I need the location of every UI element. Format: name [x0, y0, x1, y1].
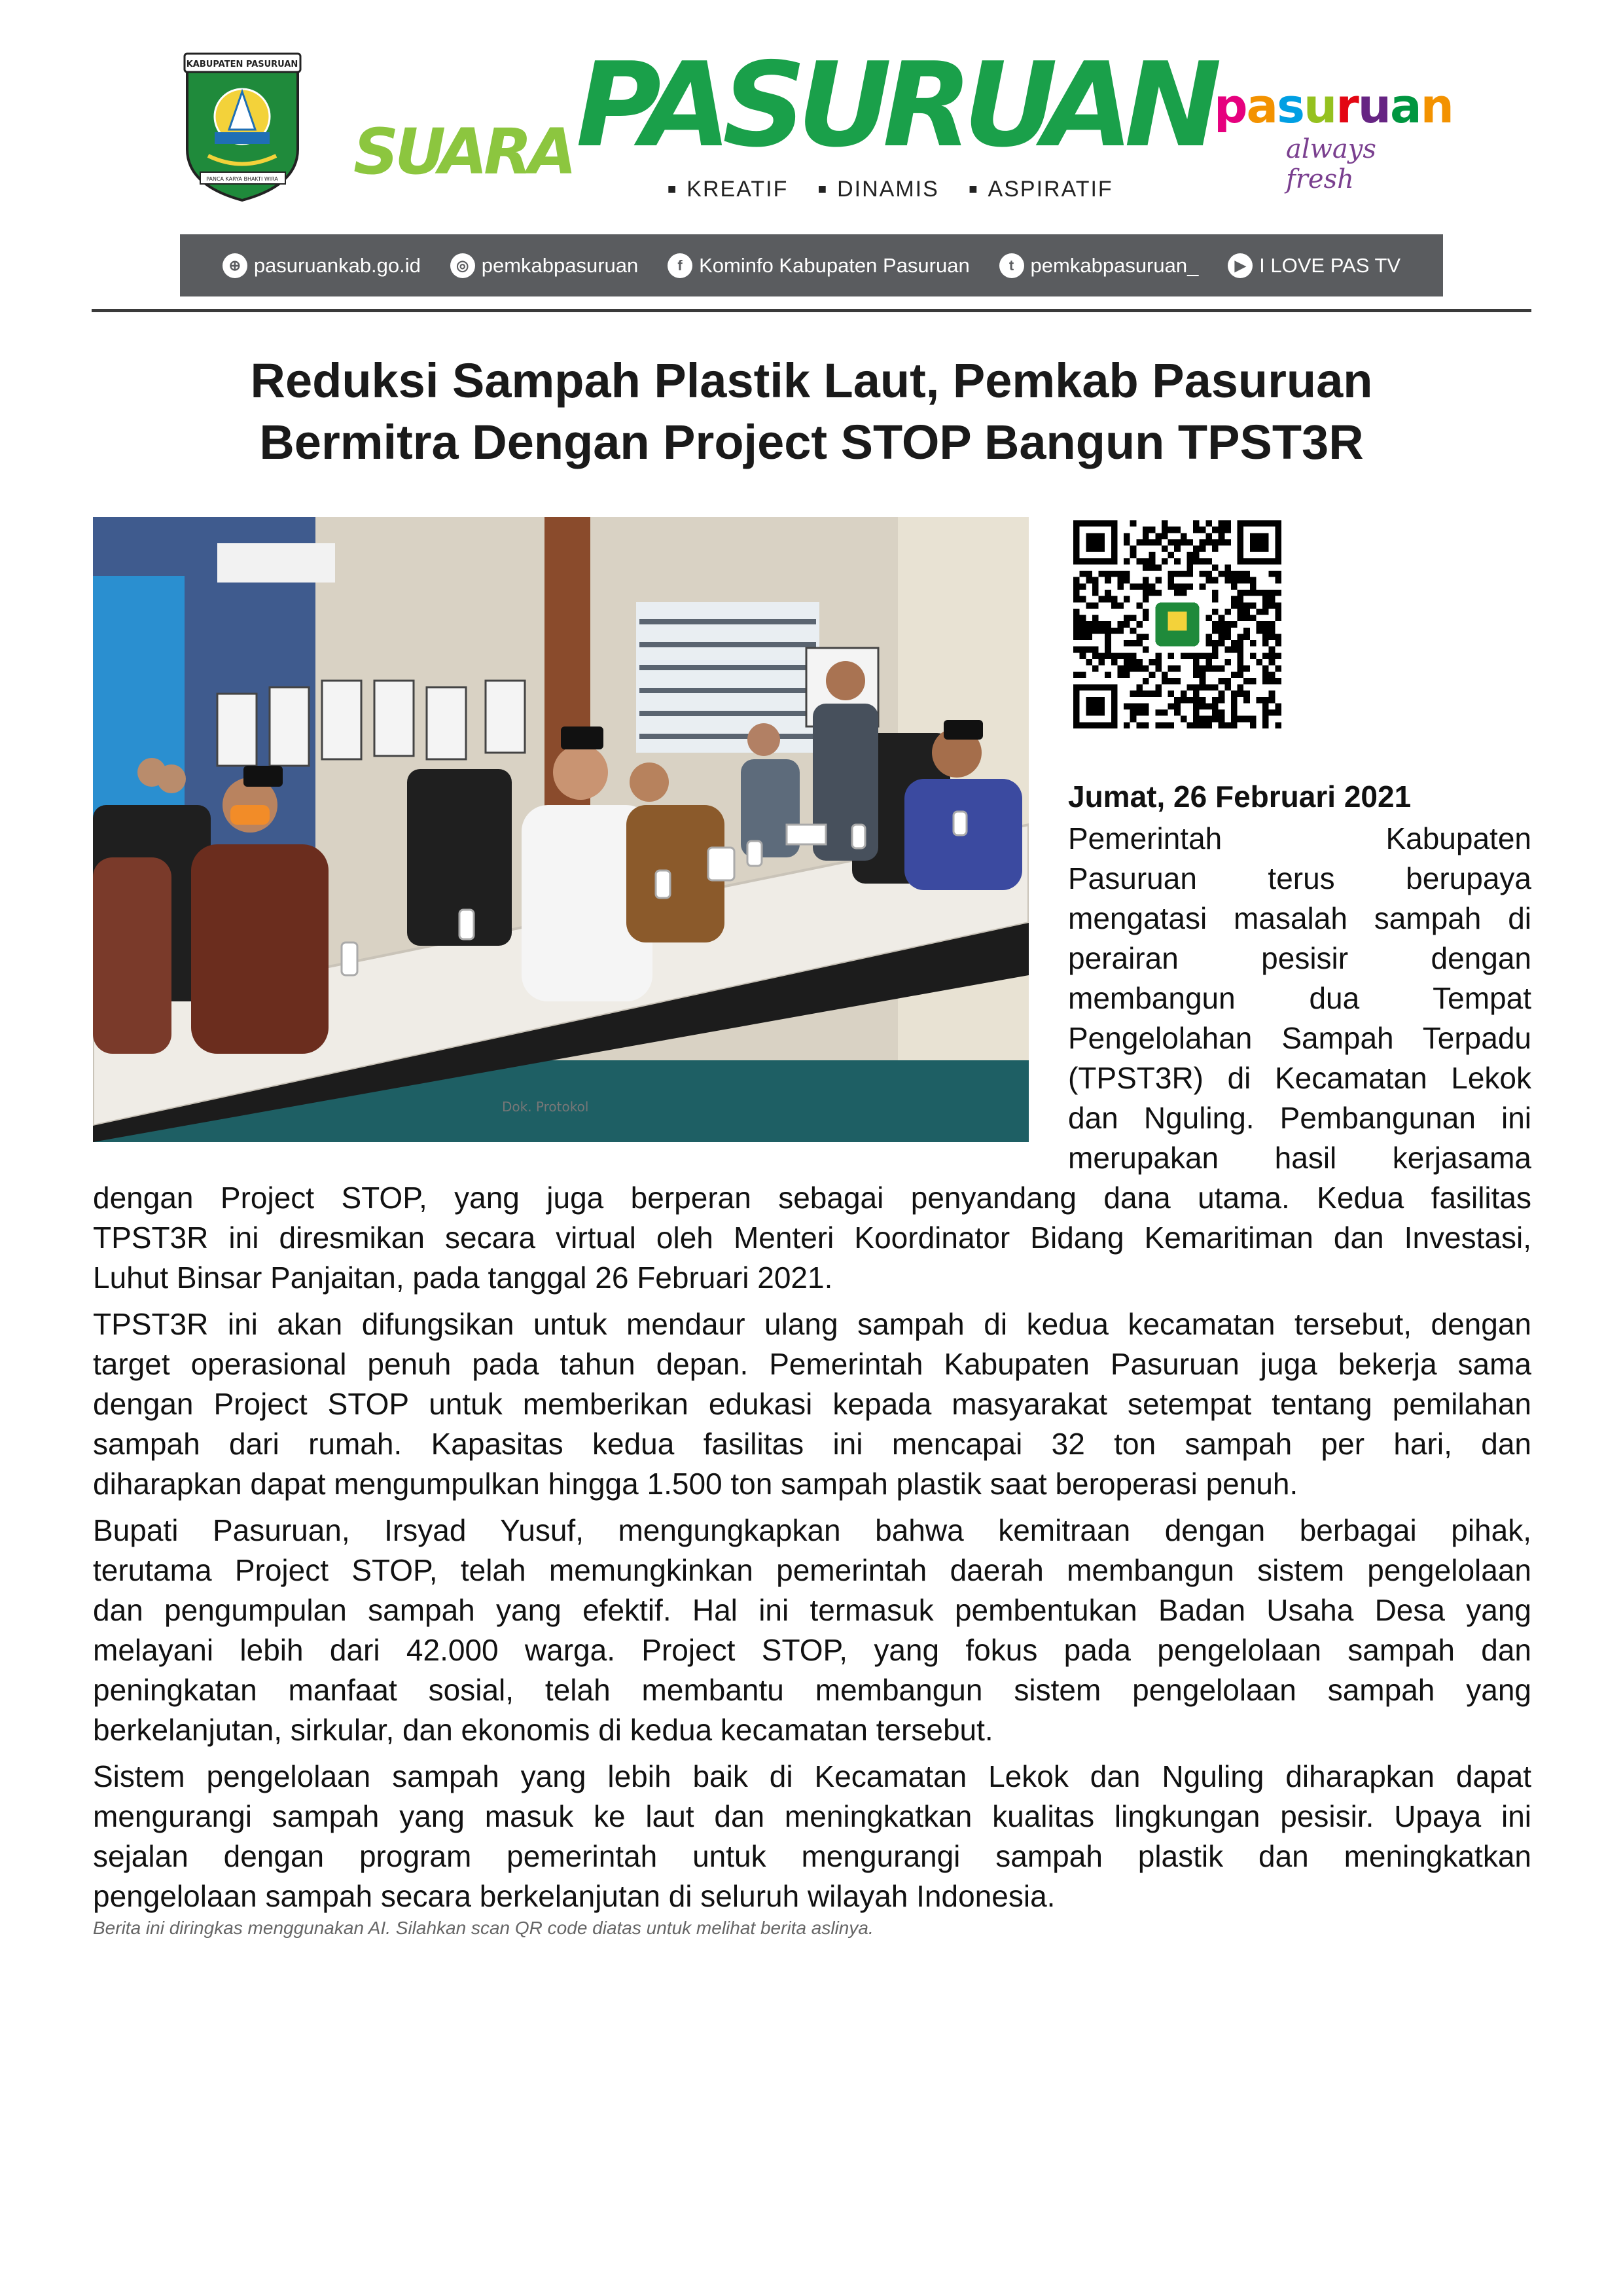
article-line: Pengelolahan Sampah Terpadu	[1068, 1021, 1531, 1055]
article-line: Luhut Binsar Panjaitan, pada tanggal 26 Februari 2021.	[93, 1261, 833, 1295]
article-line: dan Nguling. Pembangunan ini	[1068, 1101, 1531, 1135]
article-line: terutama Project STOP, telah memungkinkan pemerintah daerah membangun sistem pengelolaan	[93, 1553, 1531, 1587]
article-title	[92, 350, 1531, 473]
article-line: diharapkan dapat mengumpulkan hingga 1.500 ton sampah plastik saat beroperasi penuh.	[93, 1467, 1298, 1501]
crest-text: KABUPATEN PASURUAN	[186, 60, 298, 69]
facebook-icon: f	[668, 253, 692, 278]
article-line: TPST3R ini akan difungsikan untuk mendaur ulang sampah di kedua kecamatan tersebut, dengan	[93, 1307, 1531, 1341]
article-line: Bupati Pasuruan, Irsyad Yusuf, mengungkapkan bahwa kemitraan dengan berbagai pihak,	[93, 1513, 1531, 1547]
article-line: Pemerintah Kabupaten	[1068, 821, 1531, 855]
article-line: mengurangi sampah yang masuk ke laut dan meningkatkan kualitas lingkungan pesisir. Upaya ini	[93, 1799, 1531, 1833]
social-label: pemkabpasuruan_	[1030, 253, 1199, 277]
article-photo	[93, 517, 1029, 1142]
social-link-facebook[interactable]	[668, 253, 970, 278]
photo-watermark: Dok. Protokol	[502, 1099, 589, 1115]
article-line: Sistem pengelolaan sampah yang lebih baik di Kecamatan Lekok dan Nguling diharapkan dapat	[93, 1759, 1531, 1793]
instagram-icon: ◎	[450, 253, 475, 278]
article-line: dengan Project STOP untuk memberikan edukasi kepada masyarakat setempat tentang pemilahan	[93, 1387, 1531, 1421]
masthead-pasuruan: PASURUAN	[576, 37, 1213, 173]
article-line: pengelolaan sampah secara berkelanjutan di seluruh wilayah Indonesia.	[93, 1879, 1056, 1913]
masthead-suara: SUARA	[353, 115, 573, 188]
article-line: melayani lebih dari 42.000 warga. Project STOP, yang fokus pada pengelolaan sampah dan	[93, 1633, 1531, 1667]
header-divider	[92, 309, 1531, 312]
globe-icon: ⊕	[223, 253, 247, 278]
article-line: Pasuruan terus berupaya	[1068, 861, 1531, 895]
article-line: TPST3R ini diresmikan secara virtual oleh Menteri Koordinator Bidang Kemaritiman dan Investasi,	[93, 1221, 1531, 1255]
ai-summary-footnote: Berita ini diringkas menggunakan AI. Silahkan scan QR code diatas untuk melihat berita aslinya.	[93, 1918, 874, 1938]
article-line: peningkatan manfaat sosial, telah membantu membangun sistem pengelolaan sampah yang	[93, 1673, 1531, 1707]
social-link-website[interactable]	[223, 253, 421, 278]
masthead-tagline	[668, 177, 1135, 202]
tagline-item: ■ ASPIRATIF	[969, 177, 1113, 202]
crest-motto: PANCA KARYA BHAKTI WIRA	[206, 176, 278, 182]
article-line: dengan Project STOP, yang juga berperan sebagai penyandang dana utama. Kedua fasilitas	[93, 1181, 1531, 1215]
article-line: sampah dari rumah. Kapasitas kedua fasilitas ini mencapai 32 ton sampah per hari, dan	[93, 1427, 1531, 1461]
article-line: merupakan hasil kerjasama	[1068, 1141, 1531, 1175]
article-line: perairan pesisir dengan	[1068, 941, 1531, 975]
regency-crest-logo	[182, 51, 303, 203]
article-date: Jumat, 26 Februari 2021	[1068, 780, 1412, 814]
qr-code[interactable]	[1073, 520, 1281, 728]
title-line: Bermitra Dengan Project STOP Bangun TPST3R	[259, 415, 1364, 469]
tagline-item: ■ DINAMIS	[818, 177, 939, 202]
brand-tagline: always fresh	[1286, 134, 1376, 194]
social-label: I LOVE PAS TV	[1259, 253, 1401, 277]
article-line: mengatasi masalah sampah di	[1068, 901, 1531, 935]
social-link-twitter[interactable]	[999, 253, 1199, 278]
social-link-instagram[interactable]	[450, 253, 639, 278]
social-label: Kominfo Kabupaten Pasuruan	[699, 253, 970, 277]
article-line: dan pengumpulan sampah yang efektif. Hal ini termasuk pembentukan Badan Usaha Desa yang	[93, 1593, 1531, 1627]
article-line: berkelanjutan, sirkular, dan ekonomis di kedua kecamatan tersebut.	[93, 1713, 993, 1747]
social-link-youtube[interactable]	[1228, 253, 1400, 278]
article-line: target operasional penuh pada tahun depan. Pemerintah Kabupaten Pasuruan juga bekerja sama	[93, 1347, 1531, 1381]
twitter-icon: t	[999, 253, 1024, 278]
article-line: sejalan dengan program pemerintah untuk mengurangi sampah plastik dan meningkatkan	[93, 1839, 1531, 1873]
pasuruan-brand-logo	[1214, 79, 1453, 194]
title-line: Reduksi Sampah Plastik Laut, Pemkab Pasuruan	[250, 353, 1373, 408]
youtube-icon: ▶	[1228, 253, 1253, 278]
masthead-logo	[347, 37, 1213, 209]
tagline-item: ■ KREATIF	[668, 177, 788, 202]
article-line: membangun dua Tempat	[1068, 981, 1531, 1015]
social-label: pemkabpasuruan	[481, 253, 639, 277]
article-line: (TPST3R) di Kecamatan Lekok	[1068, 1061, 1531, 1095]
social-media-bar	[180, 234, 1443, 296]
brand-word: pasuruan	[1214, 79, 1453, 134]
social-label: pasuruankab.go.id	[253, 253, 421, 277]
